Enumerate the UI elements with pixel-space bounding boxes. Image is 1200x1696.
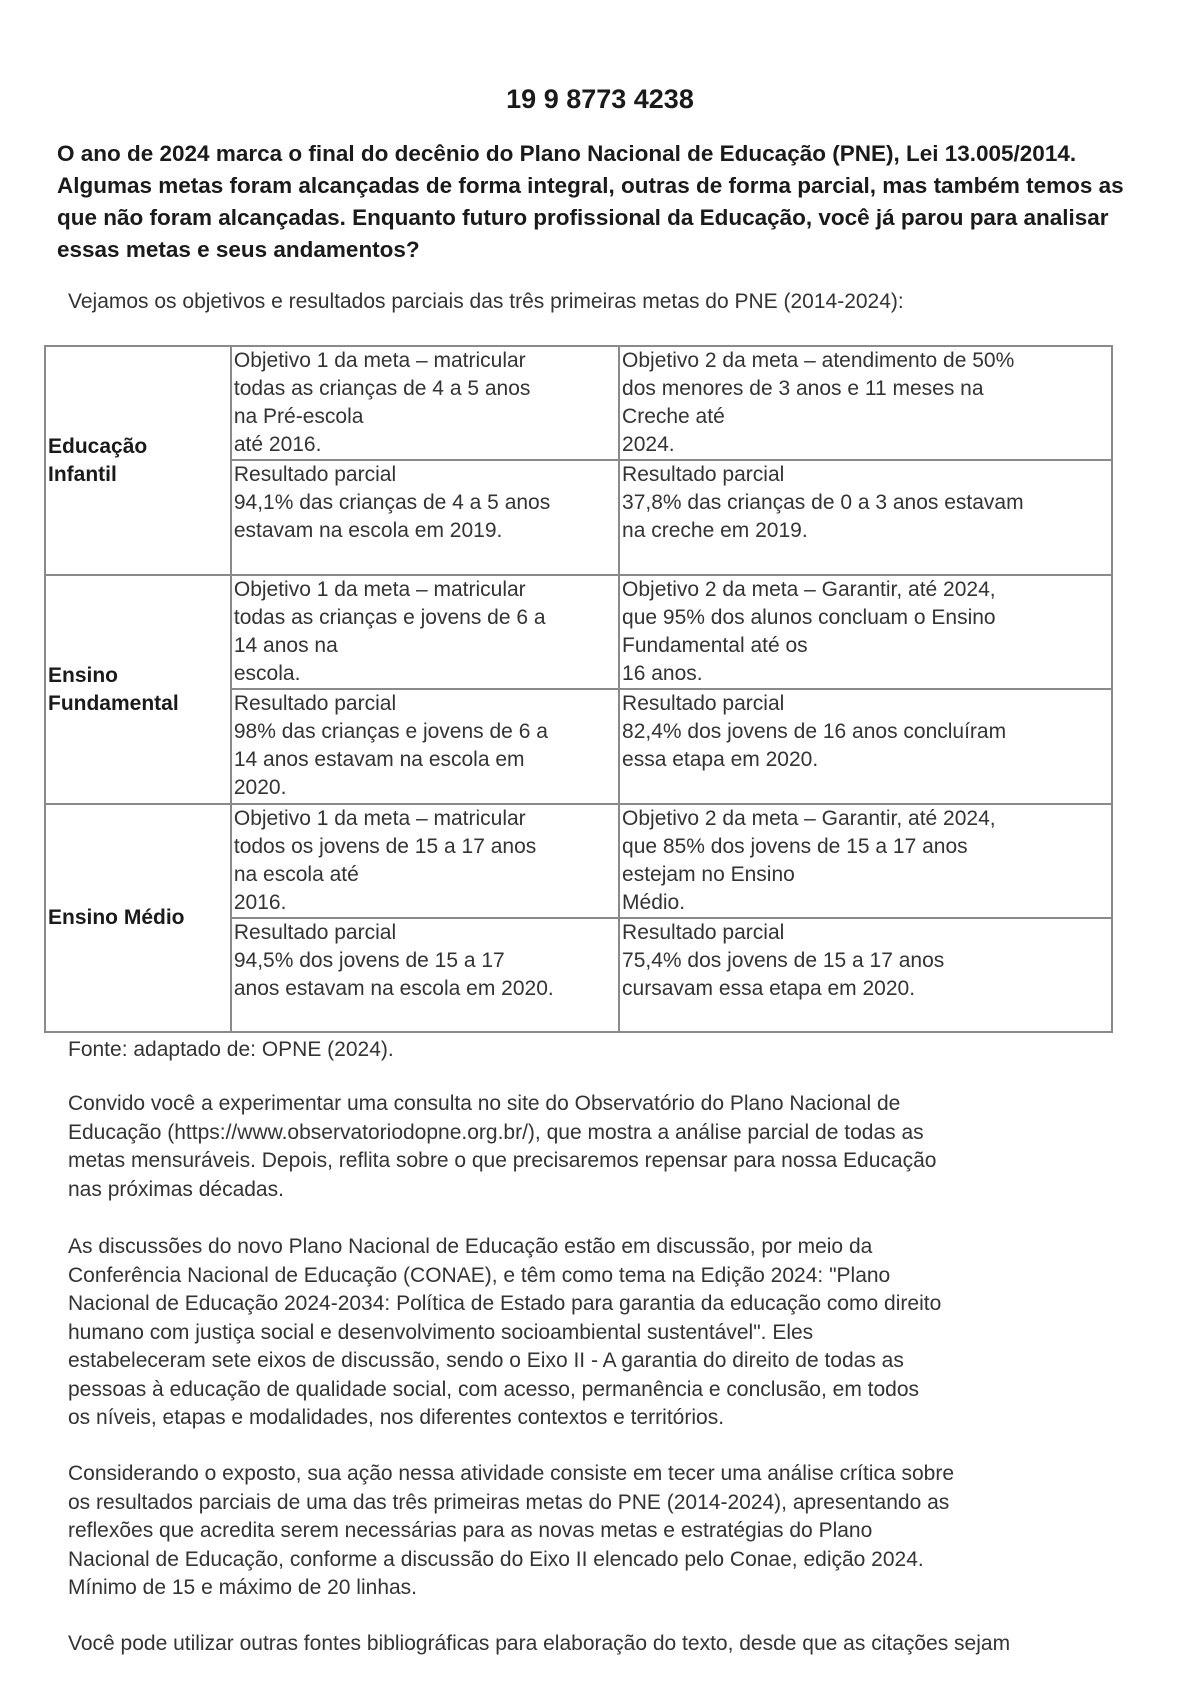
table-row	[45, 575, 1112, 689]
result-1-cell: Resultado parcial 94,5% dos jovens de 15 a 17 anos estavam na escola em 2020.	[231, 918, 619, 1032]
conae-paragraph: As discussões do novo Plano Nacional de Educação estão em discussão, por meio da Conferência Nacional de Educação (CONAE), e têm como tema na Edição 2024: "Plano Nacional de Educação 2024-2034: Política de Estado para garantia da educação como direito humano com justiça social e desenvolvimento socioambiental sustentável". Eles estabeleceram sete eixos de discussão, sendo o Eixo II - A garantia do direito de todas as pessoas à educação de qualidade social, com acesso, permanência e conclusão, em todos os níveis, etapas e modalidades, nos diferentes contextos e territórios.	[68, 1235, 942, 1429]
level-header-ensino-fundamental: Ensino Fundamental	[45, 575, 231, 804]
observatorio-paragraph: Convido você a experimentar uma consulta no site do Observatório do Plano Nacional de Educação (https://www.observatoriodopne.org.br/), que mostra a análise parcial de todas as metas mensuráveis. Depois, reflita sobre o que precisaremos repensar para nossa Educação nas próximas décadas.	[68, 1092, 937, 1201]
table-row	[45, 346, 1112, 460]
activity-instructions-paragraph: Considerando o exposto, sua ação nessa atividade consiste em tecer uma análise crítica sobre os resultados parciais de uma das três primeiras metas do PNE (2014-2024), apresentando as reflexões que acredita serem necessárias para as novas metas e estratégias do Plano Nacional de Educação, conforme a discussão do Eixo II elencado pelo Conae, edição 2024. Mínimo de 15 e máximo de 20 linhas.	[68, 1462, 954, 1599]
phone-number-title: 19 9 8773 4238	[506, 84, 694, 114]
goal-2-cell: Objetivo 2 da meta – Garantir, até 2024, que 95% dos alunos concluam o Ensino Fundamental até os 16 anos.	[619, 575, 1112, 689]
goal-1-cell: Objetivo 1 da meta – matricular todas as crianças e jovens de 6 a 14 anos na escola.	[231, 575, 619, 689]
result-1-cell: Resultado parcial 94,1% das crianças de 4 a 5 anos estavam na escola em 2019.	[231, 460, 619, 575]
goal-1-cell: Objetivo 1 da meta – matricular todos os jovens de 15 a 17 anos na escola até 2016.	[231, 804, 619, 918]
table-row	[45, 804, 1112, 918]
goal-1-cell: Objetivo 1 da meta – matricular todas as crianças de 4 a 5 anos na Pré-escola até 2016.	[231, 346, 619, 460]
result-2-cell: Resultado parcial 82,4% dos jovens de 16 anos concluíram essa etapa em 2020.	[619, 689, 1112, 804]
level-header-ensino-medio: Ensino Médio	[45, 804, 231, 1032]
level-header-educacao-infantil: Educação Infantil	[45, 346, 231, 575]
sources-paragraph: Você pode utilizar outras fontes bibliográficas para elaboração do texto, desde que as citações sejam	[68, 1632, 1011, 1655]
goal-2-cell: Objetivo 2 da meta – Garantir, até 2024, que 85% dos jovens de 15 a 17 anos estejam no Ensino Médio.	[619, 804, 1112, 918]
table-source-note: Fonte: adaptado de: OPNE (2024).	[68, 1038, 394, 1061]
intro-paragraph: O ano de 2024 marca o final do decênio do Plano Nacional de Educação (PNE), Lei 13.005/2014. Algumas metas foram alcançadas de forma integral, outras de forma parcial, mas também temos as que não foram alcançadas. Enquanto futuro profissional da Educação, você já parou para analisar essas metas e seus andamentos?	[57, 141, 1124, 262]
table-lead-text: Vejamos os objetivos e resultados parciais das três primeiras metas do PNE (2014-2024):	[68, 290, 904, 313]
result-2-cell: Resultado parcial 37,8% das crianças de 0 a 3 anos estavam na creche em 2019.	[619, 460, 1112, 575]
result-2-cell: Resultado parcial 75,4% dos jovens de 15 a 17 anos cursavam essa etapa em 2020.	[619, 918, 1112, 1032]
goal-2-cell: Objetivo 2 da meta – atendimento de 50% dos menores de 3 anos e 11 meses na Creche até 2024.	[619, 346, 1112, 460]
result-1-cell: Resultado parcial 98% das crianças e jovens de 6 a 14 anos estavam na escola em 2020.	[231, 689, 619, 804]
pne-goals-table	[44, 345, 1113, 1033]
